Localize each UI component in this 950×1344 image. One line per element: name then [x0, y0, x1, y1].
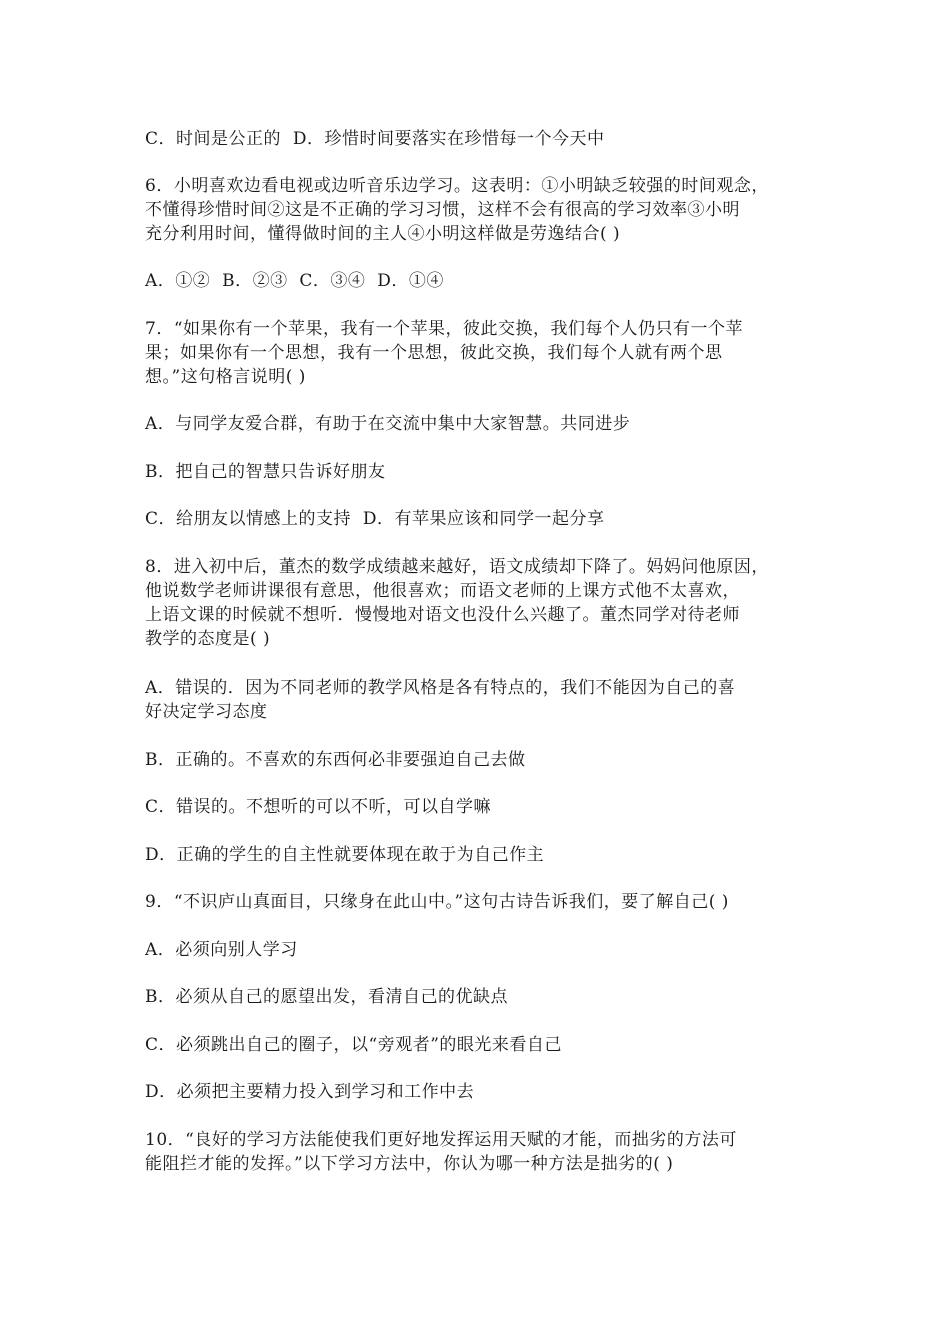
option-line: A．①② B．②③ C．③④ D．①④ [145, 271, 444, 291]
option-line: 好决定学习态度 [145, 702, 268, 722]
option-line: B．正确的。不喜欢的东西何必非要强迫自己去做 [145, 750, 526, 770]
option-line: C．给朋友以情感上的支持 D．有苹果应该和同学一起分享 [145, 509, 605, 529]
question-10-line: 10．“良好的学习方法能使我们更好地发挥运用天赋的才能，而拙劣的方法可 [145, 1130, 737, 1150]
question-8-line: 教学的态度是( ) [145, 629, 271, 649]
option-line: C．错误的。不想听的可以不听，可以自学嘛 [145, 797, 492, 817]
option-line: D．正确的学生的自主性就要体现在敢于为自己作主 [145, 845, 545, 865]
question-8-line: 上语文课的时候就不想听．慢慢地对语文也没什么兴趣了。董杰同学对待老师 [145, 605, 740, 625]
option-line: A．错误的．因为不同老师的教学风格是各有特点的，我们不能因为自己的喜 [145, 678, 736, 698]
option-line: C．时间是公正的 D．珍惜时间要落实在珍惜每一个今天中 [145, 129, 605, 149]
question-6-line: 6．小明喜欢边看电视或边听音乐边学习。这表明：①小明缺乏较强的时间观念， [145, 176, 769, 196]
question-6-line: 充分利用时间，懂得做时间的主人④小明这样做是劳逸结合( ) [145, 224, 621, 244]
question-7-line: 想。”这句格言说明( ) [145, 367, 306, 387]
question-8-line: 他说数学老师讲课很有意思，他很喜欢；而语文老师的上课方式他不太喜欢， [145, 581, 740, 601]
question-7-line: 7．“如果你有一个苹果，我有一个苹果，彼此交换，我们每个人仍只有一个苹 [145, 319, 744, 339]
question-6-line: 不懂得珍惜时间②这是不正确的学习习惯，这样不会有很高的学习效率③小明 [145, 200, 740, 220]
option-line: A．与同学友爱合群，有助于在交流中集中大家智慧。共同进步 [145, 414, 631, 434]
question-8-line: 8．进入初中后，董杰的数学成绩越来越好，语文成绩却下降了。妈妈问他原因， [145, 557, 769, 577]
option-line: B．必须从自己的愿望出发，看清自己的优缺点 [145, 987, 508, 1007]
option-line: C．必须跳出自己的圈子，以“旁观者”的眼光来看自己 [145, 1035, 562, 1055]
question-7-line: 果；如果你有一个思想，我有一个思想，彼此交换，我们每个人就有两个思 [145, 343, 723, 363]
option-line: D．必须把主要精力投入到学习和工作中去 [145, 1082, 475, 1102]
question-9-line: 9．“不识庐山真面目，只缘身在此山中。”这句古诗告诉我们，要了解自己( ) [145, 892, 729, 912]
option-line: B．把自己的智慧只告诉好朋友 [145, 462, 386, 482]
question-10-line: 能阻拦才能的发挥。”以下学习方法中，你认为哪一种方法是拙劣的( ) [145, 1154, 674, 1174]
option-line: A．必须向别人学习 [145, 940, 298, 960]
